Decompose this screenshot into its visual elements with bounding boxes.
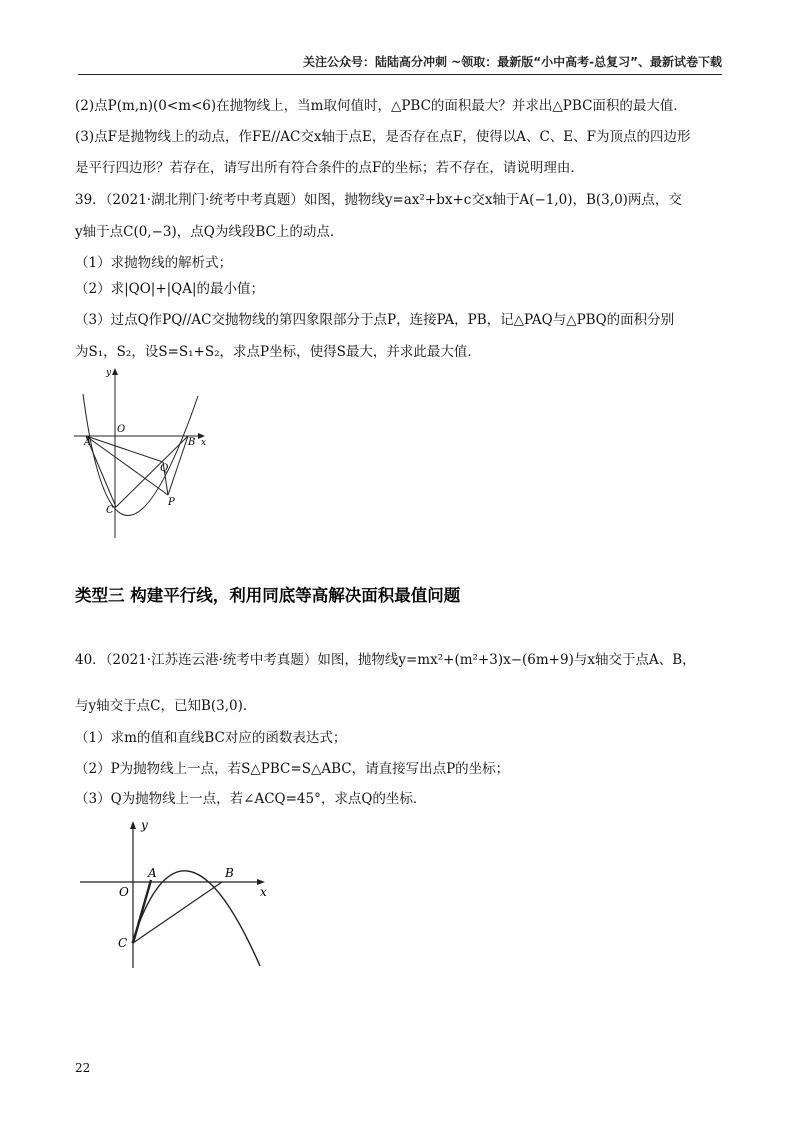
q40-part3: （3）Q为抛物线上一点，若∠ACQ=45°，求点Q的坐标． [75, 791, 427, 807]
q39-label-C: C [106, 505, 114, 516]
q40-label-B: B [225, 866, 234, 880]
q40-label-C: C [118, 936, 128, 950]
q40-parabola [132, 871, 260, 966]
q39-label-Q: Q [160, 463, 169, 474]
q39-label-x: x [201, 438, 207, 448]
q39-part3-line1: （3）过点Q作PQ//AC交抛物线的第四象限部分于点P，连接PA，PB，记△PAQ与△PBQ的面积分别 [75, 312, 675, 328]
q39-label-B: B [188, 437, 196, 448]
q39-stem-line1: 39．（2021·湖北荆门·统考中考真题）如图，抛物线y=ax²+bx+c交x轴于A(−1,0)，B(3,0)两点，交 [75, 192, 682, 208]
q39-part1: （1）求抛物线的解析式； [75, 255, 233, 271]
page-header [78, 52, 722, 75]
q39-stem-line2: y轴于点C(0,−3)，点Q为线段BC上的动点． [75, 224, 344, 240]
q40-label-A: A [148, 866, 157, 880]
q39-label-y: y [106, 368, 112, 378]
header-text: 关注公众号：陆陆高分冲刺 ~领取：最新版“小中高考-总复习”、最新试卷下载 [303, 55, 722, 69]
q39-part3-line2: 为S₁，S₂，设S=S₁+S₂，求点P坐标，使得S最大，并求此最大值． [75, 344, 481, 360]
q40-label-y: y [141, 818, 148, 832]
q39-label-P: P [168, 497, 175, 508]
q38-part2: (2)点P(m,n)(0<m<6)在抛物线上，当m取何值时，△PBC的面积最大？并求出△PBC面积的最大值． [75, 98, 687, 114]
q40-figure [75, 818, 275, 973]
q39-figure [70, 366, 220, 541]
q38-part3-line2: 是平行四边形？若存在，请写出所有符合条件的点F的坐标；若不存在，请说明理由． [75, 160, 584, 176]
page-number: 22 [75, 1061, 91, 1075]
q39-part2: （2）求|QO|+|QA|的最小值； [75, 281, 265, 297]
q40-label-x: x [260, 885, 267, 899]
q40-stem-line2: 与y轴交于点C，已知B(3,0)． [75, 698, 257, 714]
q38-part3-line1: (3)点F是抛物线上的动点，作FE//AC交x轴于点E，是否存在点F，使得以A、C、E、F为顶点的四边形 [75, 129, 691, 145]
q40-label-O: O [119, 885, 129, 899]
q40-part1: （1）求m的值和直线BC对应的函数表达式； [75, 730, 347, 746]
q40-stem-line1: 40．（2021·江苏连云港·统考中考真题）如图，抛物线y=mx²+(m²+3)x−(6m+9)与x轴交于点A、B， [75, 652, 696, 668]
section-title: 类型三 构建平行线，利用同底等高解决面积最值问题 [75, 586, 461, 605]
q39-label-A: A [84, 437, 92, 448]
q40-part2: （2）P为抛物线上一点，若S△PBC=S△ABC，请直接写出点P的坐标； [75, 761, 510, 777]
q39-label-O: O [117, 424, 126, 435]
